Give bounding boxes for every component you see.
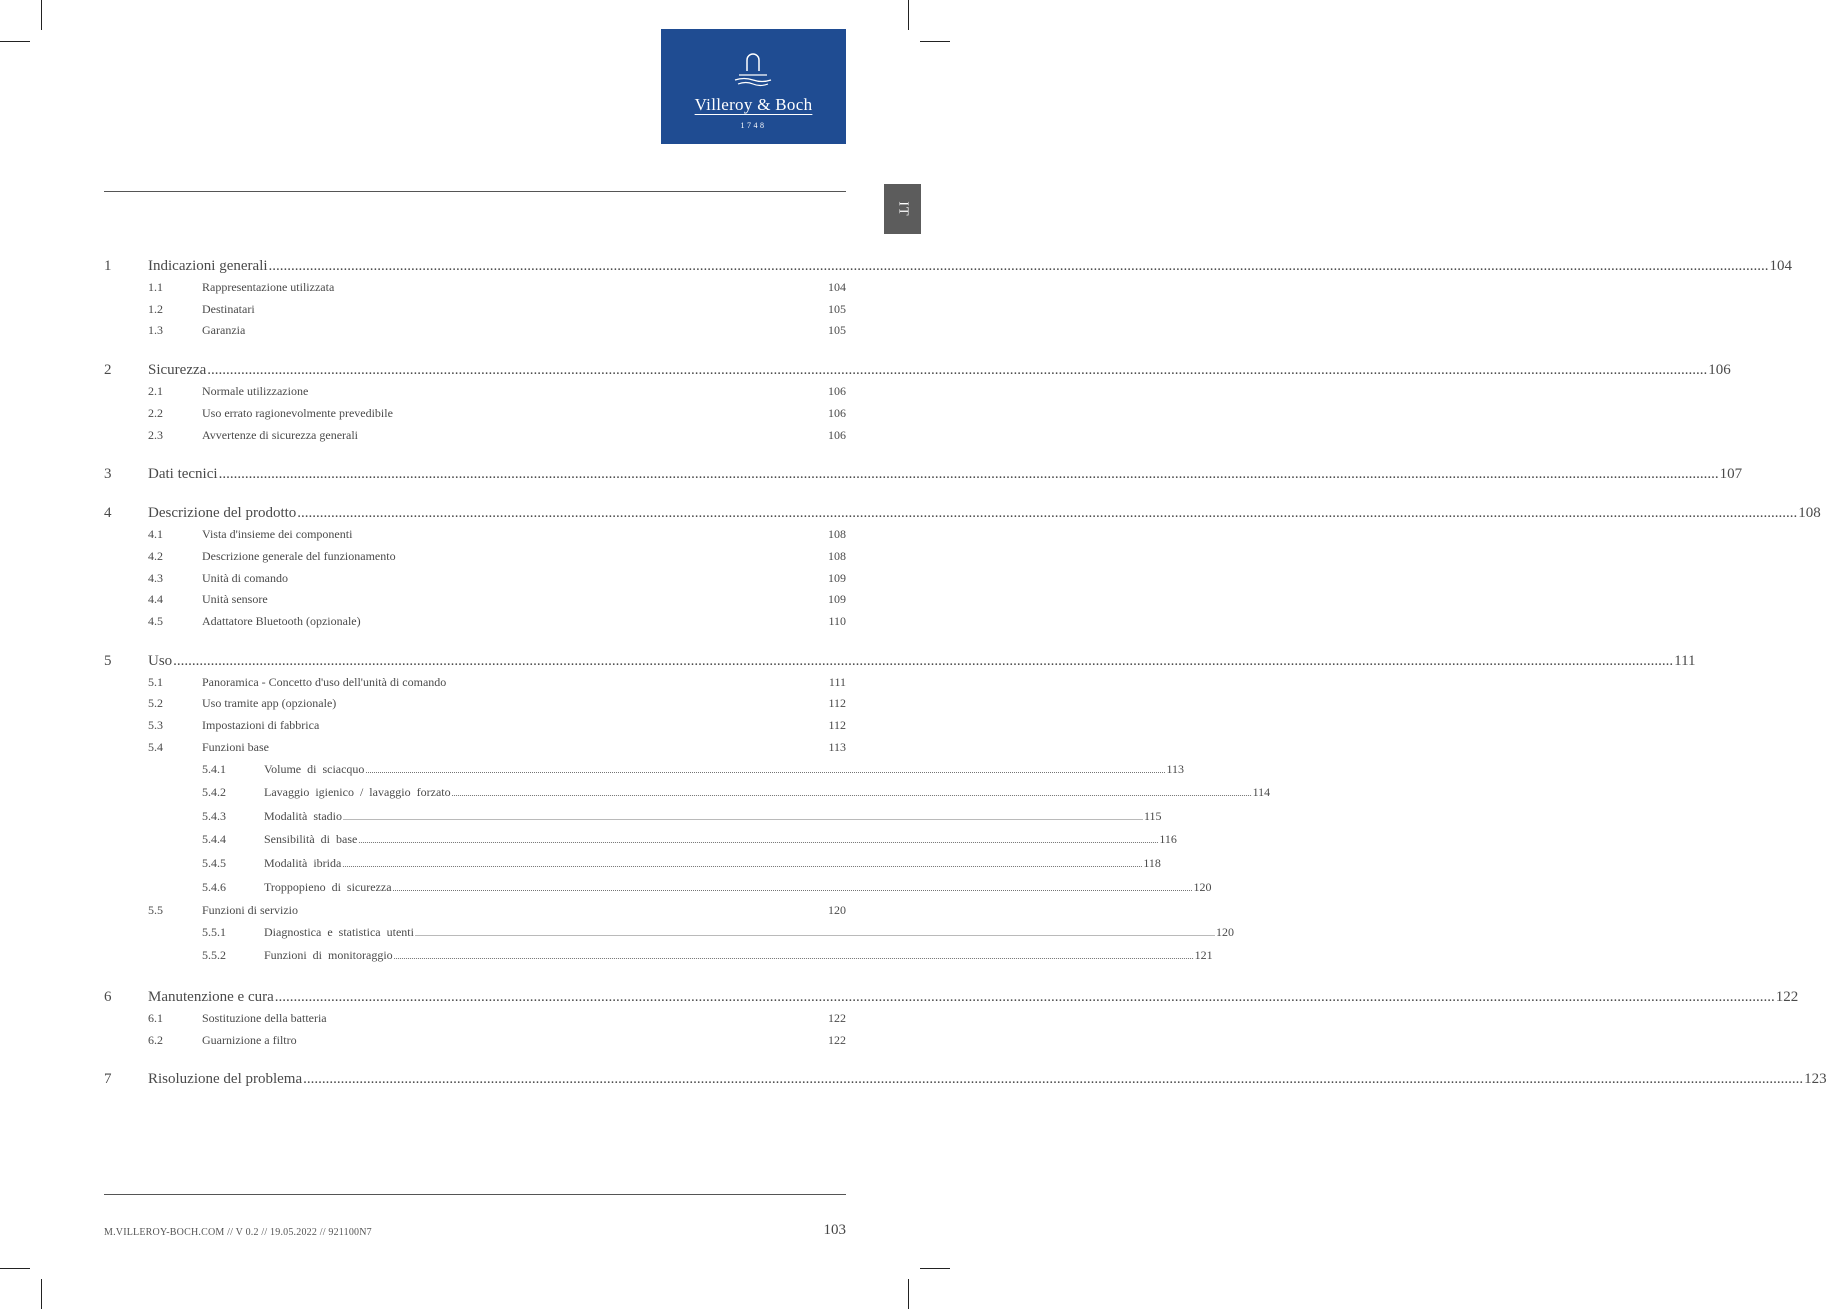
toc-leader-dots: ................................................................................................................................................................................................................................................................................................................................................................................................................ bbox=[268, 258, 1769, 274]
toc-title: Modalità ibrida bbox=[264, 855, 342, 870]
toc-title: Unità sensore bbox=[202, 592, 268, 607]
toc-leader-dots: ................................................................................................................................................................................................................................................................................................................................................................................................................ bbox=[393, 952, 1194, 962]
toc-title: Funzioni base bbox=[202, 739, 269, 754]
toc-leader-dots: ................................................................................................................................................................................................................................................................................................................................................................................................................ bbox=[392, 883, 1193, 893]
toc-number: 4.3 bbox=[148, 570, 163, 585]
toc-page-number: 105 bbox=[828, 301, 846, 316]
brand-name: Villeroy & Boch bbox=[694, 95, 813, 114]
toc-number: 4 bbox=[104, 505, 112, 522]
toc-page-number: 109 bbox=[828, 570, 846, 585]
crop-mark bbox=[0, 1268, 30, 1269]
toc-title: Funzioni di servizio bbox=[202, 903, 298, 918]
toc-title: Avvertenze di sicurezza generali bbox=[202, 427, 359, 442]
toc-page-number: 122 bbox=[828, 1032, 846, 1047]
toc-number: 4.5 bbox=[148, 614, 163, 628]
toc-page-number: 123 bbox=[1804, 1071, 1827, 1088]
toc-number: 5.4.1 bbox=[202, 761, 226, 776]
toc-number: 1.2 bbox=[148, 301, 163, 316]
toc-number: 5.4.2 bbox=[202, 785, 226, 800]
toc-number: 2.2 bbox=[148, 405, 163, 420]
toc-number: 1.1 bbox=[148, 280, 163, 294]
toc-leader-dots: ................................................................................................................................................................................................................................................................................................................................................................................................................ bbox=[173, 652, 1674, 669]
toc-title: Sicurezza bbox=[148, 362, 207, 379]
toc-number: 5.4.4 bbox=[202, 832, 226, 847]
toc-number: 5 bbox=[104, 652, 112, 669]
toc-number: 6.1 bbox=[148, 1011, 163, 1025]
toc-number: 5.4.3 bbox=[202, 808, 226, 823]
toc-page-number: 112 bbox=[828, 718, 846, 733]
crop-mark bbox=[908, 1279, 909, 1309]
toc-leader-dots: ................................................................................................................................................................................................................................................................................................................................................................................................................ bbox=[342, 859, 1143, 869]
toc-page-number: 105 bbox=[828, 323, 846, 338]
brand-year: 1748 bbox=[740, 121, 767, 130]
toc-title: Impostazioni di fabbrica bbox=[202, 718, 320, 733]
toc-title: Volume di sciacquo bbox=[264, 761, 365, 776]
toc-number: 4.1 bbox=[148, 527, 163, 542]
toc-number: 5.4.5 bbox=[202, 855, 226, 870]
toc-title: Modalità stadio bbox=[264, 808, 342, 823]
toc-title: Panoramica - Concetto d'uso dell'unità di comando bbox=[202, 674, 447, 689]
toc-title: Troppopieno di sicurezza bbox=[264, 879, 392, 894]
bottom-divider bbox=[104, 1194, 846, 1195]
toc-page-number: 120 bbox=[1193, 879, 1212, 894]
toc-page-number: 108 bbox=[828, 548, 846, 563]
toc-title: Funzioni di monitoraggio bbox=[264, 948, 393, 963]
toc-leader-dots: ................................................................................................................................................................................................................................................................................................................................................................................................................ bbox=[303, 1071, 1804, 1088]
toc-page-number: 115 bbox=[1144, 808, 1162, 823]
toc-page-number: 104 bbox=[828, 280, 846, 294]
toc-page-number: 104 bbox=[1769, 258, 1793, 274]
toc-page-number: 108 bbox=[828, 527, 846, 542]
toc-number: 5.5.1 bbox=[202, 924, 226, 939]
toc-leader-dots: ................................................................................................................................................................................................................................................................................................................................................................................................................ bbox=[274, 989, 1775, 1005]
toc-number: 5.4.6 bbox=[202, 879, 226, 894]
language-tab-label: IT bbox=[895, 201, 911, 217]
toc-number: 6 bbox=[104, 989, 112, 1005]
toc-title: Garanzia bbox=[202, 323, 246, 338]
crop-mark bbox=[41, 1279, 42, 1309]
top-divider bbox=[104, 191, 846, 192]
toc-title: Dati tecnici bbox=[148, 466, 218, 483]
toc-title: Descrizione generale del funzionamento bbox=[202, 548, 396, 563]
crop-mark bbox=[920, 1268, 950, 1269]
toc-page-number: 122 bbox=[828, 1011, 846, 1025]
toc-number: 4.2 bbox=[148, 548, 163, 563]
toc-number: 1 bbox=[104, 258, 112, 274]
toc-page-number: 110 bbox=[828, 614, 846, 628]
footer-text: M.VILLEROY-BOCH.COM // V 0.2 // 19.05.2022 // 921100N7 bbox=[104, 1227, 372, 1238]
toc-title: Indicazioni generali bbox=[148, 258, 268, 274]
toc-page-number: 106 bbox=[828, 405, 846, 420]
toc-title: Unità di comando bbox=[202, 570, 288, 585]
toc-title: Manutenzione e cura bbox=[148, 989, 274, 1005]
toc-title: Uso errato ragionevolmente prevedibile bbox=[202, 405, 393, 420]
toc-number: 1.3 bbox=[148, 323, 163, 338]
toc-leader-dots: ................................................................................................................................................................................................................................................................................................................................................................................................................ bbox=[451, 789, 1252, 799]
toc-page-number: 108 bbox=[1798, 505, 1821, 522]
brand-logo bbox=[661, 29, 846, 144]
toc-number: 5.1 bbox=[148, 674, 163, 689]
toc-title: Uso bbox=[148, 652, 173, 669]
toc-page-number: 109 bbox=[828, 592, 846, 607]
toc-title: Risoluzione del problema bbox=[148, 1071, 303, 1088]
toc-title: Uso tramite app (opzionale) bbox=[202, 696, 337, 711]
toc-page-number: 112 bbox=[828, 696, 846, 711]
toc-page-number: 114 bbox=[1252, 785, 1271, 800]
toc-page-number: 106 bbox=[828, 427, 846, 442]
toc-title: Guarnizione a filtro bbox=[202, 1032, 297, 1047]
toc-title: Diagnostica e statistica utenti bbox=[264, 924, 414, 939]
toc-page-number: 120 bbox=[1215, 924, 1234, 939]
toc-number: 2.1 bbox=[148, 384, 163, 399]
toc-number: 2.3 bbox=[148, 427, 163, 442]
toc-number: 5.5.2 bbox=[202, 948, 226, 963]
toc-number: 5.2 bbox=[148, 696, 163, 711]
toc-number: 2 bbox=[104, 362, 112, 379]
toc-title: Rappresentazione utilizzata bbox=[202, 280, 335, 294]
bathtub-logo-icon bbox=[733, 51, 773, 93]
toc-leader-dots: ................................................................................................................................................................................................................................................................................................................................................................................................................ bbox=[218, 466, 1719, 483]
toc-number: 6.2 bbox=[148, 1032, 163, 1047]
crop-mark bbox=[908, 0, 909, 30]
toc-page-number: 111 bbox=[828, 674, 846, 689]
crop-mark bbox=[0, 41, 30, 42]
toc-page-number: 116 bbox=[1159, 832, 1177, 847]
toc-title: Lavaggio igienico / lavaggio forzato bbox=[264, 785, 451, 800]
toc-page-number: 106 bbox=[1708, 362, 1731, 379]
toc-page-number: 113 bbox=[1166, 761, 1184, 776]
page-number: 103 bbox=[823, 1222, 846, 1238]
crop-mark bbox=[41, 0, 42, 30]
toc-title: Sostituzione della batteria bbox=[202, 1011, 327, 1025]
toc-page-number: 106 bbox=[828, 384, 846, 399]
toc-title: Normale utilizzazione bbox=[202, 384, 309, 399]
toc-number: 5.5 bbox=[148, 903, 163, 918]
toc-number: 7 bbox=[104, 1071, 112, 1088]
language-tab bbox=[884, 184, 921, 234]
toc-title: Vista d'insieme dei componenti bbox=[202, 527, 353, 542]
toc-title: Sensibilità di base bbox=[264, 832, 358, 847]
crop-mark bbox=[920, 41, 950, 42]
toc-leader-dots: ................................................................................................................................................................................................................................................................................................................................................................................................................ bbox=[297, 505, 1798, 522]
toc-page-number: 120 bbox=[828, 903, 846, 918]
toc-number: 3 bbox=[104, 466, 112, 483]
toc-leader-dots: ................................................................................................................................................................................................................................................................................................................................................................................................................ bbox=[414, 928, 1215, 938]
toc-number: 4.4 bbox=[148, 592, 163, 607]
toc-title: Adattatore Bluetooth (opzionale) bbox=[202, 614, 361, 628]
toc-page-number: 121 bbox=[1194, 948, 1213, 963]
toc-leader-dots: ................................................................................................................................................................................................................................................................................................................................................................................................................ bbox=[358, 836, 1159, 846]
toc-number: 5.3 bbox=[148, 718, 163, 733]
toc-page-number: 111 bbox=[1674, 652, 1696, 669]
toc-leader-dots: ................................................................................................................................................................................................................................................................................................................................................................................................................ bbox=[207, 362, 1708, 379]
toc-title: Destinatari bbox=[202, 301, 255, 316]
toc-page-number: 118 bbox=[1143, 855, 1161, 870]
toc-number: 5.4 bbox=[148, 739, 163, 754]
toc-page-number: 107 bbox=[1719, 466, 1743, 483]
toc-page-number: 113 bbox=[828, 739, 846, 754]
toc-title: Descrizione del prodotto bbox=[148, 505, 297, 522]
toc-page-number: 122 bbox=[1775, 989, 1799, 1005]
toc-leader-dots: ................................................................................................................................................................................................................................................................................................................................................................................................................ bbox=[343, 812, 1143, 822]
toc-leader-dots: ................................................................................................................................................................................................................................................................................................................................................................................................................ bbox=[365, 765, 1166, 775]
